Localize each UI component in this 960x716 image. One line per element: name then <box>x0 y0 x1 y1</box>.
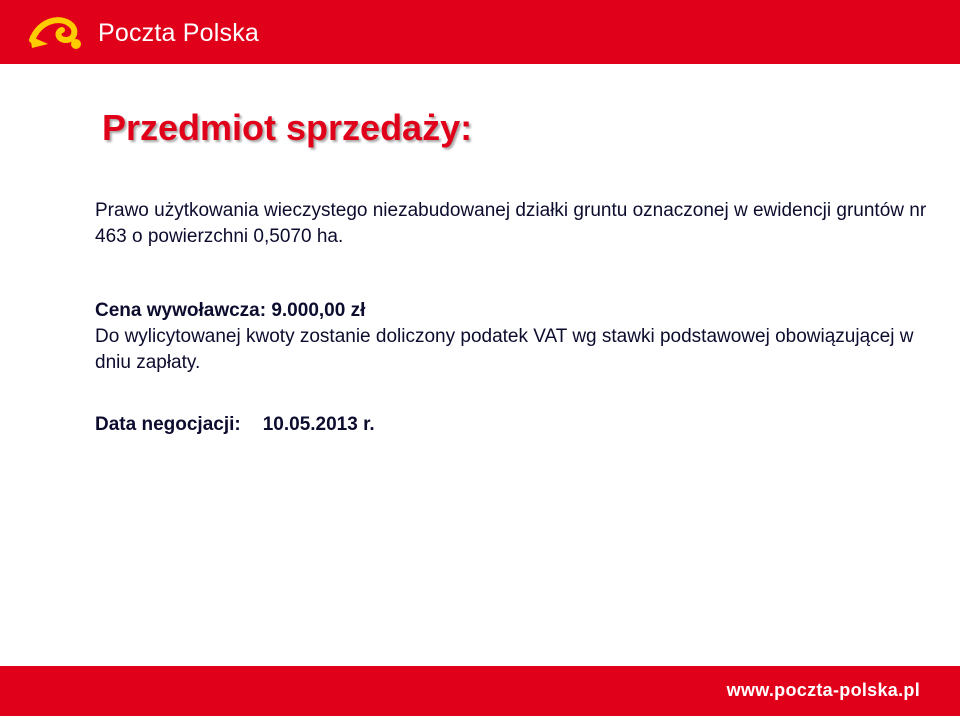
header-bar <box>0 0 960 64</box>
vat-note: Do wylicytowanej kwoty zostanie doliczony podatek VAT wg stawki podstawowej obowiązującej w dniu zapłaty. <box>95 326 914 373</box>
negotiation-date-label: Data negocjacji: <box>95 414 241 435</box>
posthorn-logo-icon <box>26 10 88 54</box>
negotiation-date-row <box>95 412 935 438</box>
page-title: Przedmiot sprzedaży: <box>102 107 473 148</box>
brand-name: Poczta Polska <box>98 19 260 47</box>
sale-details <box>95 198 935 438</box>
negotiation-date-value: 10.05.2013 r. <box>262 414 375 435</box>
footer-bar <box>0 666 960 716</box>
starting-price: Cena wywoławcza: 9.000,00 zł <box>95 300 366 321</box>
footer-url: www.poczta-polska.pl <box>726 680 920 700</box>
property-description: Prawo użytkowania wieczystego niezabudowanej działki gruntu oznaczonej w ewidencji gruntów nr 463 o powierzchni 0,5070 ha. <box>95 200 927 247</box>
